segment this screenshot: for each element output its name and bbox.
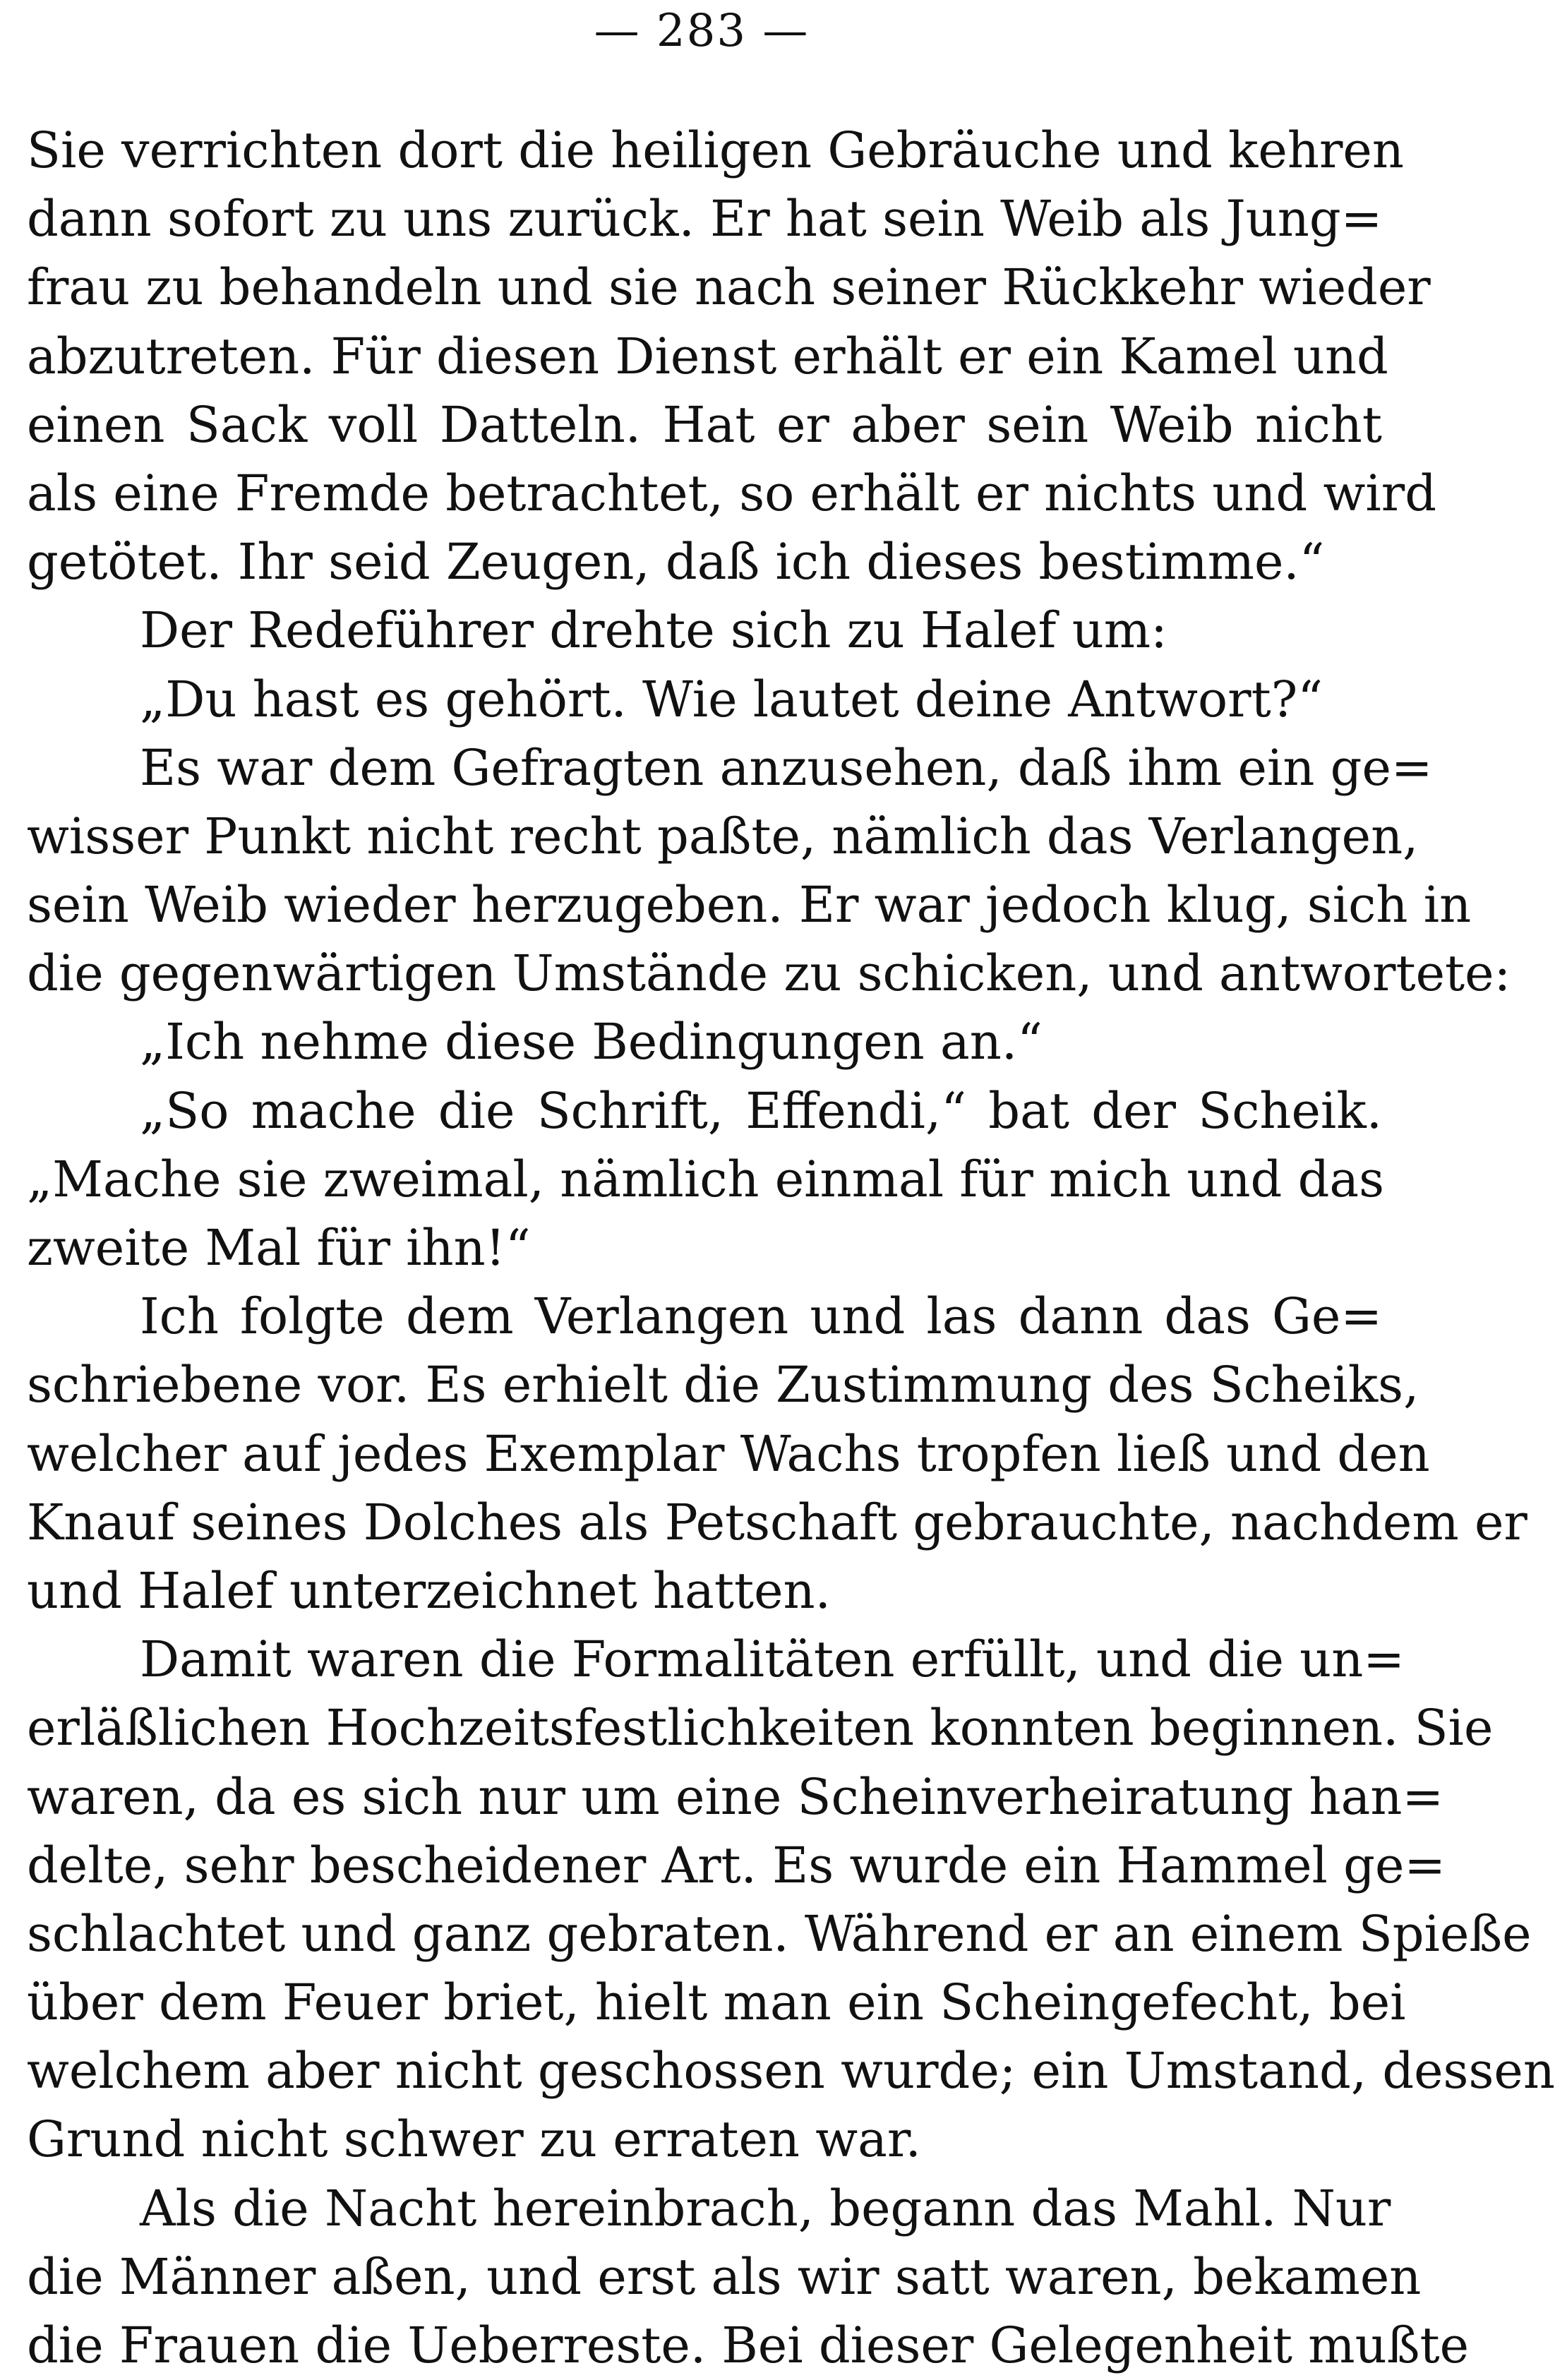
text-line: Ich folgte dem Verlangen und las dann das Ge= — [140, 1287, 1382, 1346]
text-line: „So mache die Schrift, Effendi,“ bat der Scheik. — [140, 1081, 1382, 1140]
text-line: Der Redeführer drehte sich zu Halef um: — [140, 601, 1167, 660]
text-line: als eine Fremde betrachtet, so erhält er nichts und wird — [27, 464, 1437, 522]
text-line: „Ich nehme diese Bedingungen an.“ — [140, 1013, 1043, 1071]
text-line: waren, da es sich nur um eine Scheinverheiratung han= — [27, 1767, 1444, 1826]
text-line: schriebene vor. Es erhielt die Zustimmung des Scheiks, — [27, 1356, 1419, 1414]
text-line: abzutreten. Für diesen Dienst erhält er ein Kamel und — [27, 327, 1388, 385]
text-line: „Mache sie zweimal, nämlich einmal für mich und das — [27, 1150, 1385, 1208]
text-line: getötet. Ihr seid Zeugen, daß ich dieses bestimme.“ — [27, 533, 1325, 591]
text-line: dann sofort zu uns zurück. Er hat sein Weib als Jung= — [27, 190, 1383, 248]
text-line: „Du hast es gehört. Wie lautet deine Antwort?“ — [140, 670, 1323, 728]
text-line: frau zu behandeln und sie nach seiner Rückkehr wieder — [27, 258, 1431, 317]
page-number: — 283 — — [594, 5, 810, 57]
text-line: über dem Feuer briet, hielt man ein Scheingefecht, bei — [27, 1973, 1406, 2032]
text-line: erläßlichen Hochzeitsfestlichkeiten konnten beginnen. Sie — [27, 1699, 1494, 1757]
text-line: welcher auf jedes Exemplar Wachs tropfen ließ und den — [27, 1424, 1430, 1483]
text-line: delte, sehr bescheidener Art. Es wurde ein Hammel ge= — [27, 1836, 1446, 1894]
text-line: Sie verrichten dort die heiligen Gebräuche und kehren — [27, 121, 1404, 179]
text-line: wisser Punkt nicht recht paßte, nämlich das Verlangen, — [27, 807, 1419, 865]
text-line: schlachtet und ganz gebraten. Während er an einem Spieße — [27, 1904, 1532, 1963]
text-line: sein Weib wieder herzugeben. Er war jedoch klug, sich in — [27, 876, 1472, 934]
text-line: die Frauen die Ueberreste. Bei dieser Gelegenheit mußte — [27, 2316, 1470, 2374]
text-line: Damit waren die Formalitäten erfüllt, und die un= — [140, 1630, 1405, 1689]
text-line: die Männer aßen, und erst als wir satt waren, bekamen — [27, 2247, 1422, 2306]
text-line: welchem aber nicht geschossen wurde; ein Umstand, dessen — [27, 2042, 1555, 2100]
text-line: und Halef unterzeichnet hatten. — [27, 1561, 831, 1620]
text-line: einen Sack voll Datteln. Hat er aber sein Weib nicht — [27, 395, 1382, 454]
text-line: Es war dem Gefragten anzusehen, daß ihm ein ge= — [140, 738, 1433, 797]
text-line: die gegenwärtigen Umstände zu schicken, und antwortete: — [27, 944, 1511, 1003]
text-line: Knauf seines Dolches als Petschaft gebrauchte, nachdem er — [27, 1493, 1527, 1551]
text-line: Grund nicht schwer zu erraten war. — [27, 2110, 921, 2169]
text-line: zweite Mal für ihn!“ — [27, 1219, 531, 1277]
text-line: Als die Nacht hereinbrach, begann das Mahl. Nur — [140, 2179, 1391, 2237]
body-text — [27, 116, 1555, 2380]
